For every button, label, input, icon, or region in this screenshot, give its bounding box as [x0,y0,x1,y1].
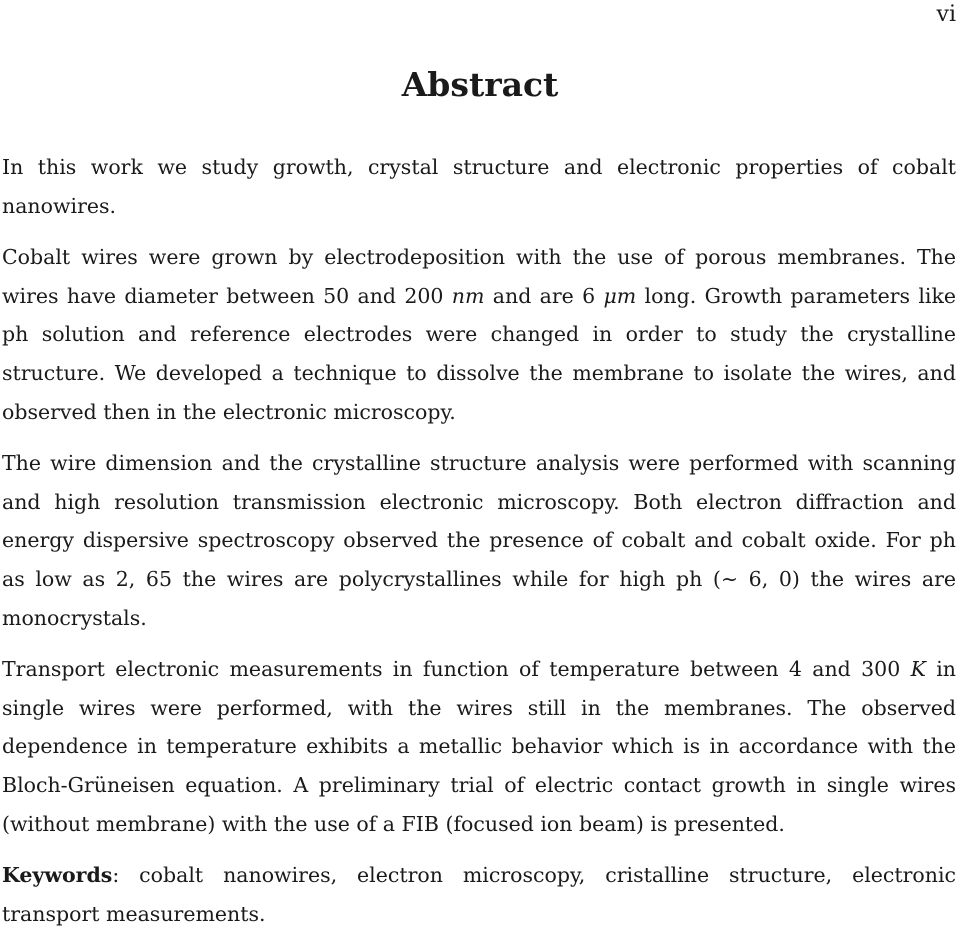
unit-um: μm [603,283,637,308]
page-number: vi [936,2,956,27]
unit-nm: nm [451,283,485,308]
paragraph-transport-text-c: in single wires were performed, with the wires still in the membranes. The observed dependence in temperature exhibits a metallic behavior which is in accordance with the Bloch-Grüneisen equation. A preliminary trial of electric contact growth in single wires (without membrane) with the use of a FIB (focused ion beam) is presented. [2,657,957,836]
page-title: Abstract [401,65,559,104]
paragraph-growth-text-e: long. Growth parameters like ph solution and reference electrodes were changed in order to study the crystalline structure. We developed a technique to dissolve the membrane to isolate the wires, and observed then in the electronic microscopy. [2,283,957,424]
paragraph-growth [2,238,956,431]
unit-kelvin: K [910,657,926,682]
paragraph-intro: In this work we study growth, crystal structure and electronic properties of cobalt nanowires. [2,155,956,218]
paragraph-transport-text-a: Transport electronic measurements in function of temperature between 4 and 300 [2,657,911,682]
keywords-paragraph [2,856,956,933]
paragraph-growth-text-a: Cobalt wires were grown by electrodeposition with the use of porous membranes. The wires have diameter between 50 and 200 [2,245,956,308]
paragraph-structure: The wire dimension and the crystalline structure analysis were performed with scanning and high resolution transmission electronic microscopy. Both electron diffraction and energy dispersive spectroscopy observed the presence of cobalt and cobalt oxide. For ph as low as 2, 65 the wires are polycrystallines while for high ph (∼ 6, 0) the wires are monocrystals. [2,451,956,630]
keywords-label: Keywords [2,863,113,888]
abstract-body [2,148,956,946]
paragraph-growth-text-c: and are 6 [484,283,604,308]
paragraph-transport [2,650,956,843]
keywords-text: : cobalt nanowires, electron microscopy, cristalline structure, electronic transport measurements. [2,863,956,926]
